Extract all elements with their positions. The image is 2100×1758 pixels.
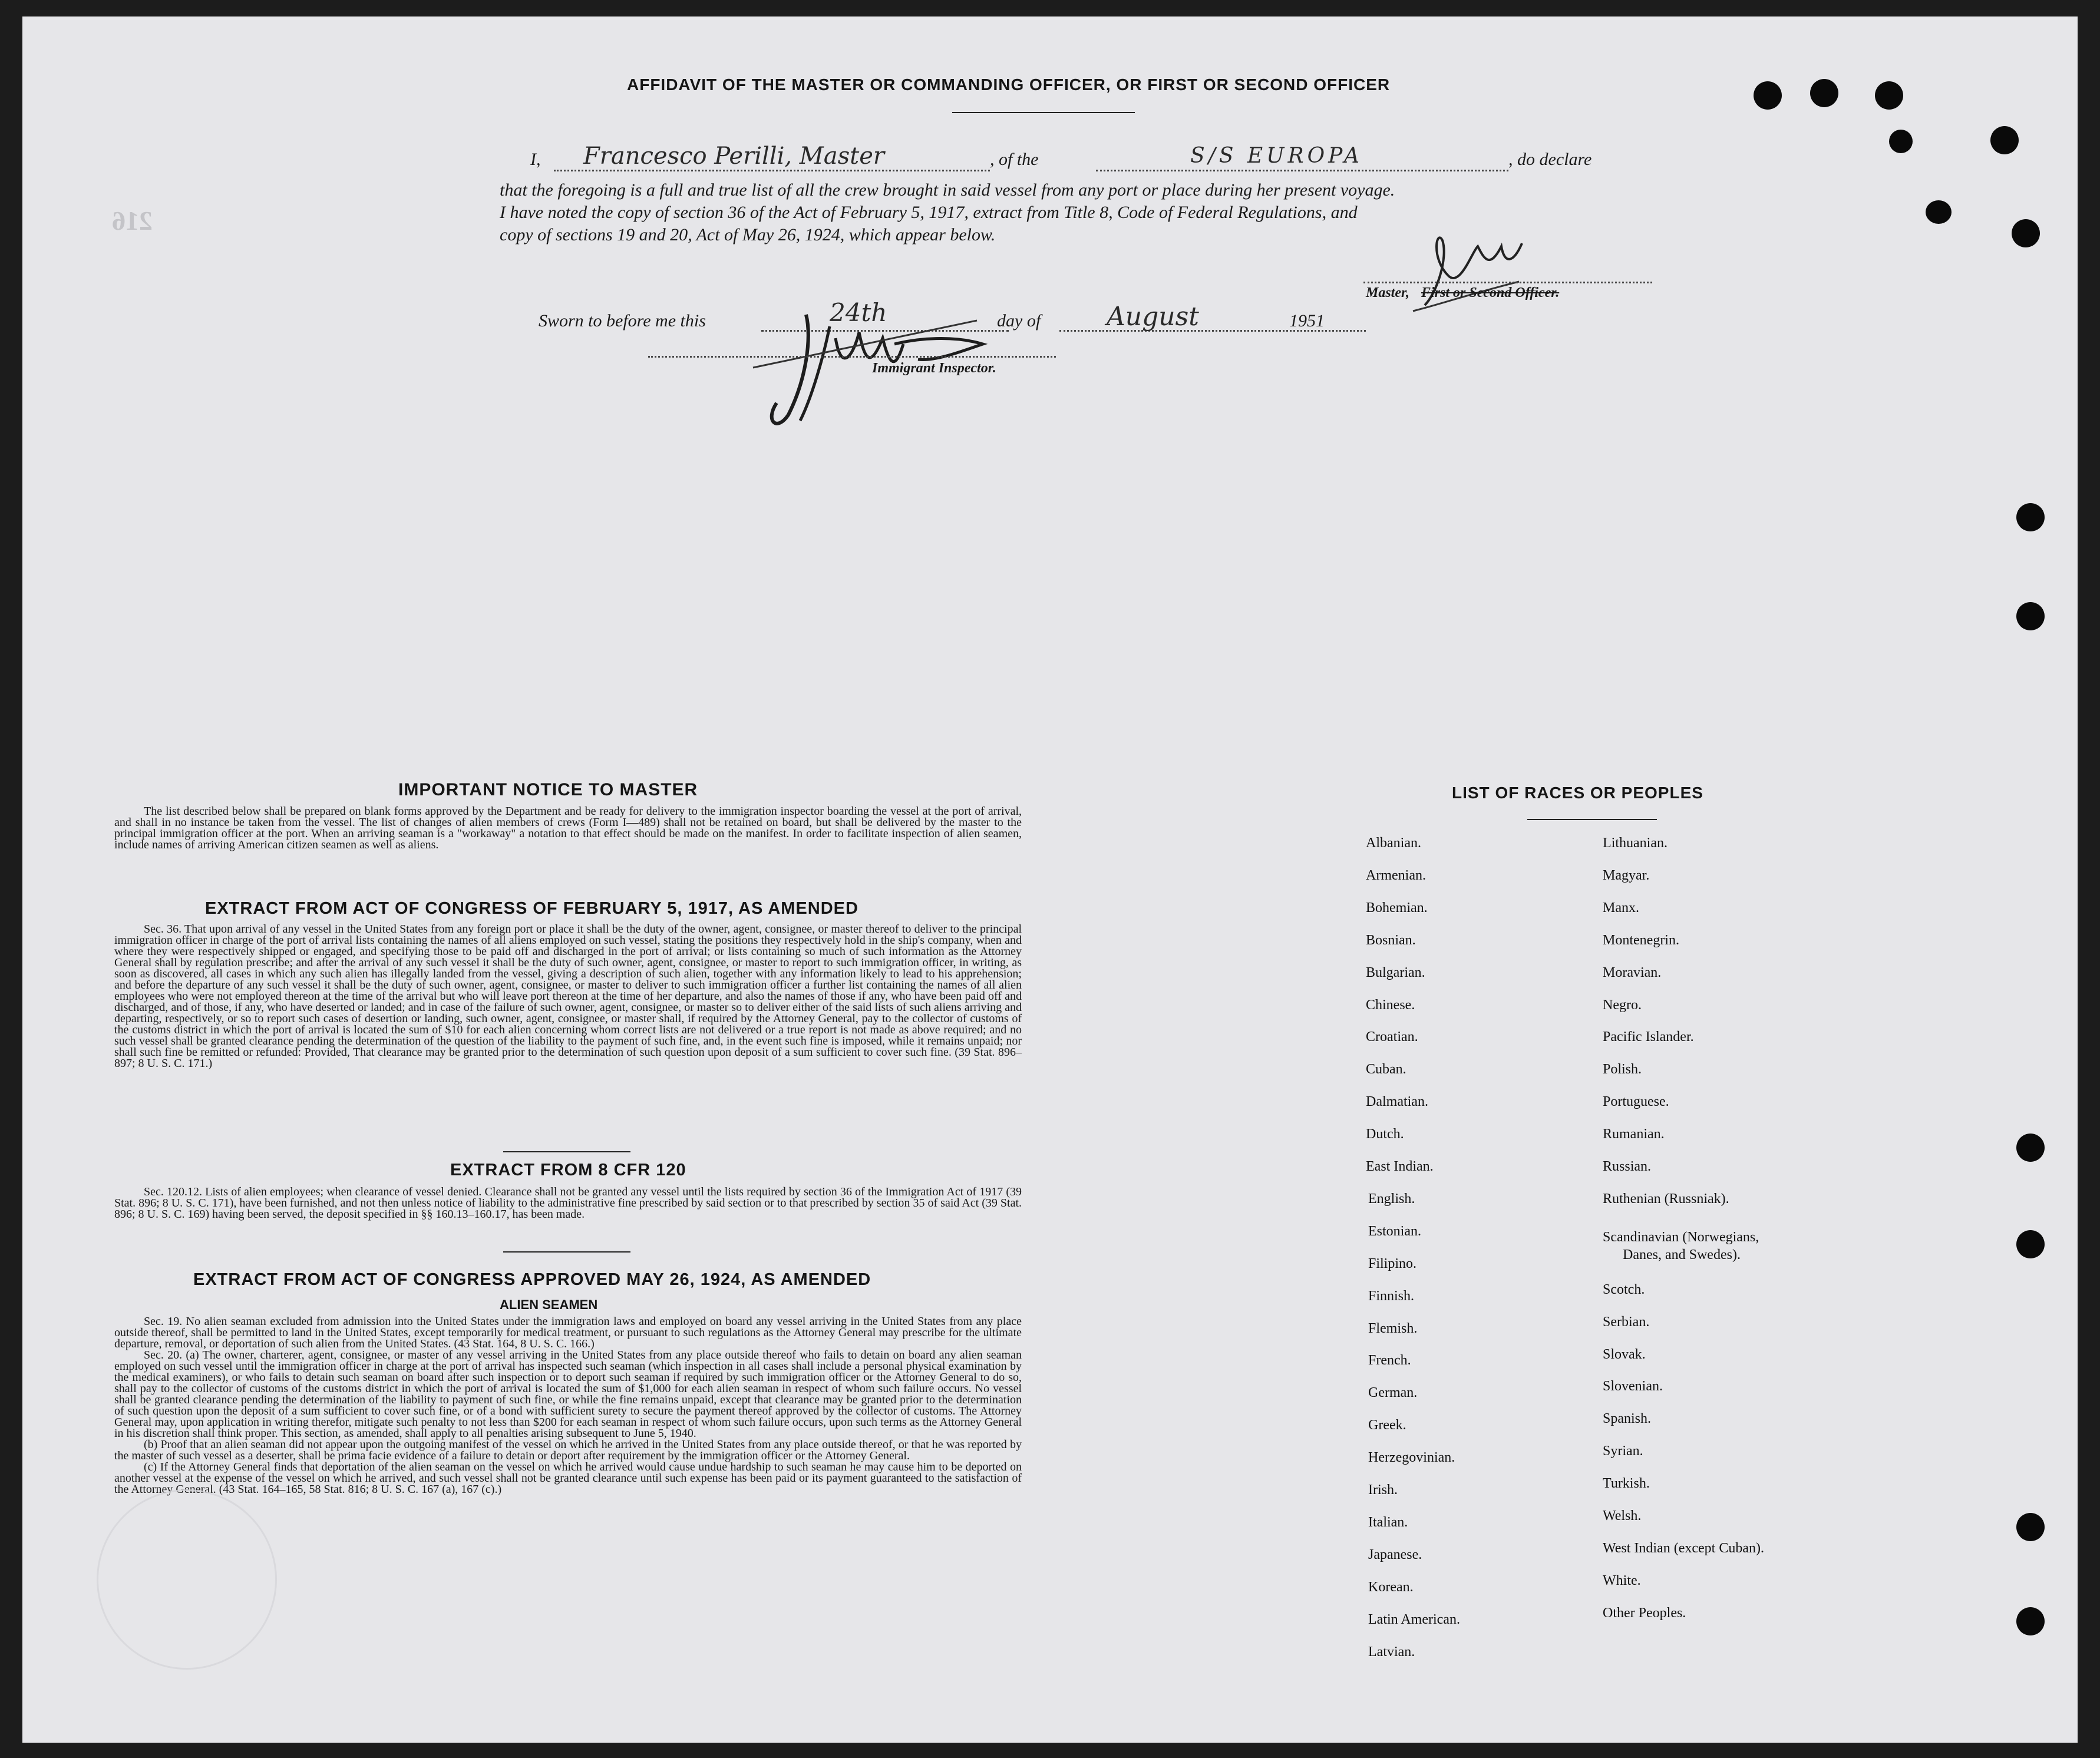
- day-of-label: day of: [997, 311, 1041, 331]
- extract-1917-body: Sec. 36. That upon arrival of any vessel in the United States from any foreign port or place it shall be the duty of the owner, agent, consignee, or master thereof to deliver to the principal immigration officer in charge of the port of arrival lists containing the names of all aliens employed on such vessel, stating the positions they respectively hold in the ship's company, when and where they were respectively shipped or engaged, and specifying those to be paid off and discharged in the port of arrival; or lists containing so much of such information as the Attorney General shall by regulation prescribe; and after the arrival of any such vessel it shall be the duty of such owner, agent, consignee, or master to report to such immigration officer, in writing, as soon as discovered, all cases in which any such alien has illegally landed from the vessel, giving a description of such alien, together with any information likely to lead to his apprehension; and before the departure of any such vessel it shall be the duty of such owner, agent, consignee, or master to deliver to such immigration officer a further list containing the names of all alien employees who were not employed thereon at the time of the arrival but who will leave port thereon at the time of her departure, and also the names of those if any, who have been paid off and discharged, and of those, if any, who have deserted or landed; and in case of the failure of such owner, agent, consignee, or master so to deliver either of the said lists of such aliens arriving and departing, respectively, or so to report such cases of desertion or landing, such owner, agent, consignee, or master shall, if required by the Attorney General, pay to the collector of customs of the customs district in which the port of arrival is located the sum of $10 for each alien concerning whom correct lists are not delivered or a true report is not made as above required; and no such vessel shall be granted clearance pending the determination of the question of the liability to the payment of such fine, and, in the event such fine is imposed, while it remains unpaid; nor shall such fine be remitted or refunded: Provided, That clearance may be granted prior to the determination of such question upon deposit of a sum sufficient to cover such fine. (39 Stat. 896–897; 8 U. S. C. 171.): [114, 923, 1022, 1070]
- race-item: Finnish.: [1368, 1288, 1415, 1304]
- race-item: Scotch.: [1603, 1281, 1645, 1297]
- notice-title: IMPORTANT NOTICE TO MASTER: [398, 780, 698, 799]
- race-item: Estonian.: [1368, 1223, 1421, 1239]
- race-item: Armenian.: [1366, 867, 1426, 883]
- race-item: Serbian.: [1603, 1314, 1650, 1330]
- inspector-label: Immigrant Inspector.: [872, 361, 996, 376]
- master-name: Francesco Perilli, Master: [583, 143, 884, 170]
- vessel-line: [1096, 170, 1508, 171]
- rule-1917: [503, 1151, 630, 1152]
- race-item: French.: [1368, 1353, 1411, 1369]
- race-item: Welsh.: [1603, 1508, 1642, 1524]
- race-item: Polish.: [1603, 1062, 1642, 1078]
- race-item: White.: [1603, 1572, 1641, 1588]
- race-item: Other Peoples.: [1603, 1605, 1686, 1621]
- punch-hole: [1754, 81, 1782, 110]
- affidavit-line2: that the foregoing is a full and true list of all the crew brought in said vessel from any port or place during her present voyage.: [500, 180, 1395, 200]
- race-item: Syrian.: [1603, 1443, 1643, 1459]
- race-item: Chinese.: [1366, 997, 1415, 1013]
- race-item: Scandinavian (Norwegians,: [1603, 1229, 1759, 1245]
- race-item: English.: [1368, 1191, 1415, 1207]
- i-label: I,: [530, 150, 541, 169]
- extract-cfr-title: EXTRACT FROM 8 CFR 120: [450, 1161, 686, 1179]
- punch-hole: [1875, 81, 1903, 110]
- race-item: Bosnian.: [1366, 932, 1416, 948]
- punch-hole: [1810, 79, 1838, 107]
- name-line: [554, 170, 990, 171]
- punch-hole: [1926, 200, 1952, 224]
- punch-hole: [2016, 1230, 2045, 1258]
- race-item: Irish.: [1368, 1482, 1398, 1498]
- race-item: Herzegovinian.: [1368, 1450, 1455, 1466]
- race-item: Dutch.: [1366, 1126, 1404, 1142]
- document-page: [22, 16, 2078, 1743]
- punch-hole: [2012, 219, 2040, 247]
- extract-1924-body: [114, 1316, 1022, 1495]
- race-item: Croatian.: [1366, 1029, 1418, 1045]
- race-item: Slovenian.: [1603, 1379, 1663, 1394]
- affidavit-line4: copy of sections 19 and 20, Act of May 26, 1924, which appear below.: [500, 225, 996, 244]
- extract-1917-title: EXTRACT FROM ACT OF CONGRESS OF FEBRUARY 5, 1917, AS AMENDED: [205, 899, 859, 918]
- race-item: Slovak.: [1603, 1346, 1646, 1362]
- punch-hole: [1889, 130, 1913, 153]
- sworn-day: 24th: [830, 298, 887, 327]
- race-item: Albanian.: [1366, 835, 1421, 851]
- race-item: Spanish.: [1603, 1411, 1652, 1427]
- affidavit-line1: [530, 143, 1685, 172]
- race-item: East Indian.: [1366, 1159, 1434, 1174]
- affidavit-title: AFFIDAVIT OF THE MASTER OR COMMANDING OFFICER, OR FIRST OR SECOND OFFICER: [627, 75, 1391, 94]
- race-item: Italian.: [1368, 1514, 1408, 1530]
- master-signature: [1401, 223, 1543, 323]
- notice-body: The list described below shall be prepared on blank forms approved by the Department and be ready for delivery to the immigration inspector boarding the vessel at the port of arrival, and shall in no instance be taken from the vessel. The list of changes of alien members of crews (Form I—489) shall not be retained on board, but shall be delivered by the master to the principal immigration officer at the port. When an arriving seaman is a "workaway" a notation to that effect should be made on the manifest. In order to facilitate inspection of alien seamen, include names of arriving American citizen seamen as well as aliens.: [114, 805, 1022, 851]
- sworn-label: Sworn to before me this: [539, 311, 706, 331]
- race-item: Portuguese.: [1603, 1094, 1669, 1110]
- punch-hole: [2016, 503, 2045, 531]
- race-item: Greek.: [1368, 1417, 1406, 1433]
- extract-cfr-body: Sec. 120.12. Lists of alien employees; when clearance of vessel denied. Clearance shall not be granted any vessel until the lists required by section 36 of the Immigration Act of 1917 (39 Stat. 896; 8 U. S. C. 171), have been furnished, and not then unless notice of liability to the administrative fine prescribed by said section or to that prescribed by section 35 of said Act (39 Stat. 896; 8 U. S. C. 169) having been served, the deposit specified in §§ 160.13–160.17, has been made.: [114, 1185, 1022, 1221]
- punch-hole: [1990, 126, 2019, 154]
- punch-hole: [2016, 1134, 2045, 1162]
- sworn-year: 1951: [1289, 311, 1325, 331]
- master-label: Master,: [1366, 285, 1410, 300]
- extract-1924-title: EXTRACT FROM ACT OF CONGRESS APPROVED MAY 26, 1924, AS AMENDED: [193, 1270, 871, 1289]
- race-item: Korean.: [1368, 1579, 1414, 1595]
- punch-hole: [2016, 1513, 2045, 1541]
- affidavit-line3: I have noted the copy of section 36 of the Act of February 5, 1917, extract from Title 8, Code of Federal Regulations, and: [500, 203, 1358, 222]
- of-the-label: , of the: [990, 150, 1039, 169]
- race-item: Bohemian.: [1366, 900, 1428, 916]
- race-item: Pacific Islander.: [1603, 1029, 1694, 1045]
- race-item: Latvian.: [1368, 1644, 1415, 1660]
- race-item: Russian.: [1603, 1159, 1652, 1174]
- inspector-sign-line: [648, 356, 1056, 358]
- race-item: Filipino.: [1368, 1255, 1417, 1271]
- officer-struck: First or Second Officer.: [1421, 285, 1560, 300]
- sec-19: Sec. 19. No alien seaman excluded from admission into the United States under the immigration laws and employed on board any vessel arriving in the United States from any place outside thereof, shall be permitted to land in the United States, except temporarily for medical treatment, or pursuant to such regulations as the Attorney General may prescribe for the ultimate departure, removal, or deportation of such alien from the United States. (43 Stat. 164, 8 U. S. C. 166.): [114, 1315, 1022, 1350]
- race-item: Negro.: [1603, 997, 1642, 1013]
- sec-20b: (b) Proof that an alien seaman did not appear upon the outgoing manifest of the vessel on which he arrived in the United States from any place outside thereof, or that he was reported by the master of such vessel as a deserter, shall be prima facie evidence of a failure to detain or deport after requirement by the immigration officer or the Attorney General.: [114, 1438, 1022, 1462]
- races-rule: [1527, 819, 1657, 820]
- master-sign-line: [1363, 282, 1652, 283]
- race-item: Turkish.: [1603, 1476, 1650, 1492]
- race-item: Latin American.: [1368, 1611, 1460, 1627]
- race-item: Cuban.: [1366, 1062, 1406, 1078]
- page-number: 216: [112, 206, 153, 236]
- race-item: Manx.: [1603, 900, 1639, 916]
- race-item: Flemish.: [1368, 1320, 1418, 1336]
- race-item: German.: [1368, 1385, 1418, 1401]
- punch-hole: [2016, 602, 2045, 630]
- race-item: Japanese.: [1368, 1546, 1422, 1562]
- races-title: LIST OF RACES OR PEOPLES: [1452, 784, 1703, 802]
- declare-label: , do declare: [1508, 150, 1592, 169]
- vessel-name: S/S EUROPA: [1190, 144, 1363, 168]
- sworn-month: August: [1107, 302, 1199, 332]
- alien-seamen-subtitle: ALIEN SEAMEN: [500, 1297, 598, 1312]
- race-item: Magyar.: [1603, 867, 1650, 883]
- sec-20c: (c) If the Attorney General finds that deportation of the alien seaman on the vessel on which he arrived would cause undue hardship to such seaman he may cause him to be deported on another vessel at the expense of the vessel on which he arrived, and such vessel shall not be granted clearance until such expense has been paid or its payment guaranteed to the satisfaction of the Attorney General. (43 Stat. 164–165, 58 Stat. 816; 8 U. S. C. 167 (a), 167 (c).): [114, 1460, 1022, 1496]
- embossed-seal: [97, 1489, 277, 1670]
- race-item: West Indian (except Cuban).: [1603, 1540, 1764, 1556]
- race-item: Lithuanian.: [1603, 835, 1668, 851]
- rule-cfr: [503, 1251, 630, 1253]
- race-item: Danes, and Swedes).: [1623, 1247, 1741, 1263]
- punch-hole: [2016, 1607, 2045, 1635]
- title-rule: [952, 112, 1135, 113]
- race-item: Moravian.: [1603, 964, 1662, 980]
- sec-20a: Sec. 20. (a) The owner, charterer, agent, consignee, or master of any vessel arriving in the United States from any place outside thereof who fails to detain on board any alien seaman employed on such vessel until the immigration officer in charge at the port of arrival has inspected such seaman (which inspection in all cases shall include a personal physical examination by the medical examiners), or who fails to detain such seaman on board after such inspection or to deport such seaman if required by such immigration officer or the Attorney General to do so, shall pay to the collector of customs of the customs district in which the port of arrival is located the sum of $1,000 for each alien seaman in respect of whom such failure occurs. No vessel shall be granted clearance pending the determination of the liability to payment of such fine, or while the fine remains unpaid, except that clearance may be granted prior to the determination of such question upon the deposit of a sum sufficient to cover such fine, or of a bond with sufficient surety to secure the payment thereof approved by the collector of customs. The Attorney General may, upon application in writing therefor, mitigate such penalty to not less than $200 for each seaman in respect of whom such failure occurs, upon such terms as the Attorney General in his discretion shall think proper. This section, as amended, shall apply to all penalties arising subsequent to June 5, 1940.: [114, 1349, 1022, 1440]
- race-item: Bulgarian.: [1366, 964, 1425, 980]
- race-item: Dalmatian.: [1366, 1094, 1428, 1110]
- race-item: Rumanian.: [1603, 1126, 1665, 1142]
- race-item: Ruthenian (Russniak).: [1603, 1191, 1729, 1207]
- race-item: Montenegrin.: [1603, 932, 1679, 948]
